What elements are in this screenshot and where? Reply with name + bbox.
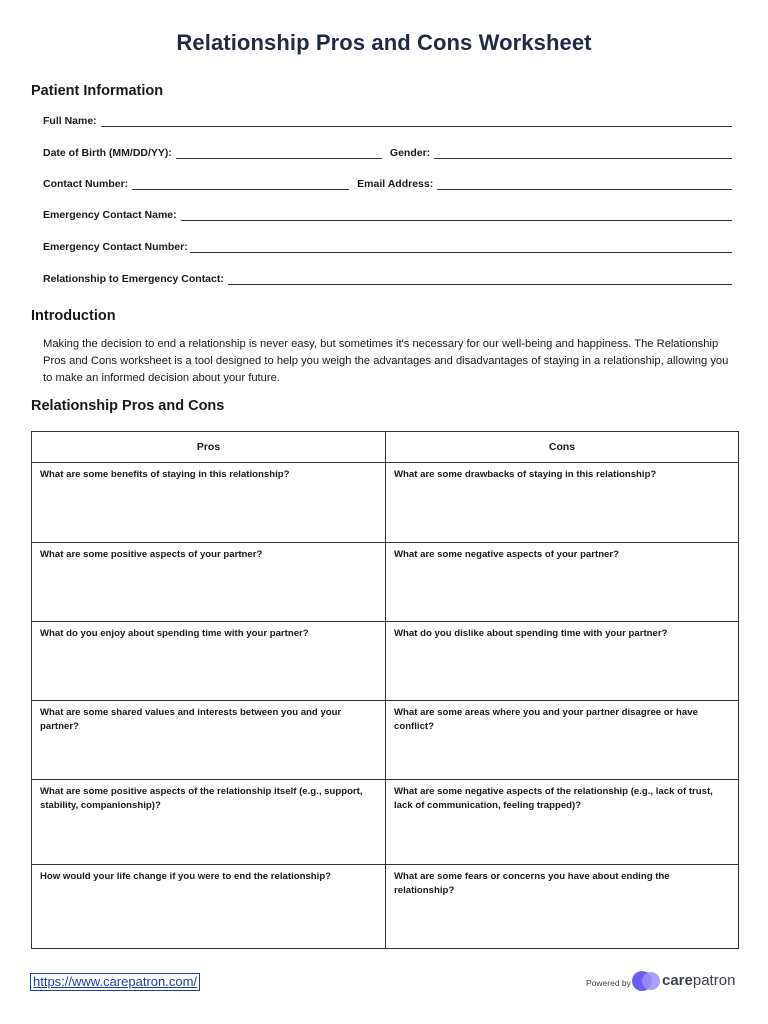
contact-email-row <box>43 176 732 190</box>
emergency-number-label: Emergency Contact Number: <box>43 241 188 253</box>
con-prompt-cell[interactable]: What are some areas where you and your partner disagree or have conflict? <box>386 701 739 780</box>
pros-column-header: Pros <box>32 432 386 463</box>
relationship-label: Relationship to Emergency Contact: <box>43 273 224 285</box>
contact-number-field[interactable] <box>132 180 349 190</box>
relationship-row <box>43 271 732 285</box>
gender-label: Gender: <box>389 147 431 159</box>
con-prompt-cell[interactable]: What are some fears or concerns you have about ending the relationship? <box>386 865 739 949</box>
email-field[interactable] <box>437 180 732 190</box>
introduction-heading: Introduction <box>31 308 116 324</box>
pro-prompt-cell[interactable]: What are some shared values and interests between you and your partner? <box>32 701 386 780</box>
email-label: Email Address: <box>357 178 434 190</box>
brand-name-rest: patron <box>692 972 736 989</box>
dob-gender-row <box>43 145 732 159</box>
carepatron-logo-icon <box>631 970 661 992</box>
con-prompt-cell[interactable]: What are some drawbacks of staying in this relationship? <box>386 463 739 543</box>
full-name-field[interactable] <box>101 117 732 127</box>
emergency-name-field[interactable] <box>181 211 732 221</box>
table-header-row <box>32 432 739 463</box>
pro-prompt-cell[interactable]: What do you enjoy about spending time with your partner? <box>32 622 386 701</box>
pros-cons-table <box>31 431 739 949</box>
relationship-field[interactable] <box>228 275 732 285</box>
con-prompt-cell[interactable]: What are some negative aspects of your partner? <box>386 543 739 622</box>
emergency-name-label: Emergency Contact Name: <box>43 209 177 221</box>
full-name-label: Full Name: <box>43 115 97 127</box>
table-row <box>32 463 739 543</box>
dob-field[interactable] <box>176 149 382 159</box>
dob-label: Date of Birth (MM/DD/YY): <box>43 147 172 159</box>
emergency-name-row <box>43 207 732 221</box>
pro-prompt-cell[interactable]: What are some positive aspects of your partner? <box>32 543 386 622</box>
pro-prompt-cell[interactable]: How would your life change if you were to end the relationship? <box>32 865 386 949</box>
gender-field[interactable] <box>434 149 732 159</box>
table-row <box>32 701 739 780</box>
powered-by-label: Powered by <box>586 978 631 988</box>
pros-cons-heading: Relationship Pros and Cons <box>31 398 225 414</box>
con-prompt-cell[interactable]: What do you dislike about spending time with your partner? <box>386 622 739 701</box>
contact-number-label: Contact Number: <box>43 178 129 190</box>
table-row <box>32 622 739 701</box>
table-row <box>32 780 739 865</box>
con-prompt-cell[interactable]: What are some negative aspects of the relationship (e.g., lack of trust, lack of communication, feeling trapped)? <box>386 780 739 865</box>
carepatron-brand <box>662 972 735 989</box>
carepatron-link[interactable]: https://www.carepatron.com/ <box>30 973 200 991</box>
emergency-number-row <box>43 239 732 253</box>
pro-prompt-cell[interactable]: What are some positive aspects of the relationship itself (e.g., support, stability, companionship)? <box>32 780 386 865</box>
introduction-text: Making the decision to end a relationship is never easy, but sometimes it's necessary for our well-being and happiness. The Relationship Pros and Cons worksheet is a tool designed to help you weigh the advantages and disadvantages of staying in a relationship, allowing you to make an informed decision about your future. <box>43 338 729 384</box>
full-name-row <box>43 113 732 127</box>
cons-column-header: Cons <box>386 432 739 463</box>
table-row <box>32 865 739 949</box>
patient-info-heading: Patient Information <box>31 83 164 99</box>
emergency-number-field[interactable] <box>190 243 732 253</box>
page-title: Relationship Pros and Cons Worksheet <box>176 30 592 55</box>
pro-prompt-cell[interactable]: What are some benefits of staying in this relationship? <box>32 463 386 543</box>
table-row <box>32 543 739 622</box>
brand-name-bold: care <box>662 972 693 989</box>
